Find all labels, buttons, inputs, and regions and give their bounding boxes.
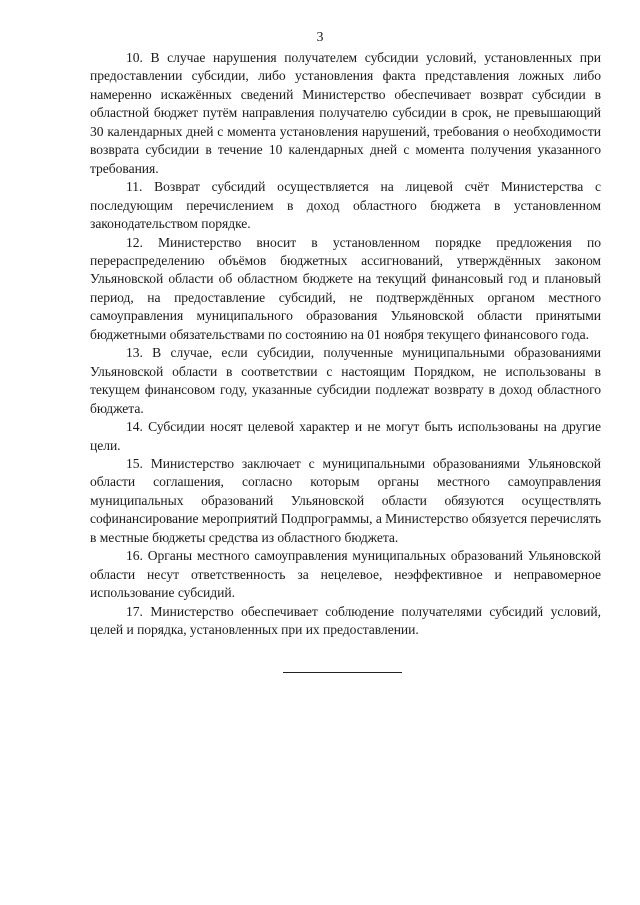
paragraph-17: 17. Министерство обеспечивает соблюдение получателями субсидий условий, целей и порядка, установленных при их предоставлении.	[90, 603, 601, 638]
paragraph-15: 15. Министерство заключает с муниципальными образованиями Ульяновской области соглашения, согласно которым органы местного самоуправления муниципальных образований Ульяновской области обязуются осуществлять софинансирование мероприятий Подпрограммы, а Министерство обязуется перечислять в местные бюджеты средства из областного бюджета.	[90, 455, 601, 545]
page-number: 3	[316, 30, 324, 45]
document-body	[90, 49, 601, 640]
end-divider	[283, 672, 402, 673]
paragraph-14: 14. Субсидии носят целевой характер и не могут быть использованы на другие цели.	[90, 419, 601, 453]
paragraph-10: 10. В случае нарушения получателем субсидии условий, установленных при предоставлении субсидии, либо установления факта представления ложных либо намеренно искажённых сведений Министерство обеспечивает возврат субсидии в областной бюджет путём направления получателю субсидии в срок, не превышающий 30 календарных дней с момента установления нарушений, требования о необходимости возврата субсидии в течение 10 календарных дней с момента получения указанного требования.	[90, 50, 601, 176]
paragraph-13: 13. В случае, если субсидии, полученные муниципальными образованиями Ульяновской области в соответствии с настоящим Порядком, не использованы в текущем финансовом году, указанные субсидии подлежат возврату в доход областного бюджета.	[90, 345, 601, 416]
paragraph-11: 11. Возврат субсидий осуществляется на лицевой счёт Министерства с последующим перечислением в доход областного бюджета в установленном законодательством порядке.	[90, 179, 601, 232]
paragraph-12: 12. Министерство вносит в установленном порядке предложения по перераспределению объёмов бюджетных ассигнований, утверждённых законом Ульяновской области об областном бюджете на текущий финансовый год и плановый период, на предоставление субсидий, не подтверждённых органом местного самоуправления муниципального образования Ульяновской области принятыми бюджетными обязательствами по состоянию на 01 ноября текущего финансового года.	[90, 234, 601, 342]
paragraph-16: 16. Органы местного самоуправления муниципальных образований Ульяновской области несут ответственность за нецелевое, неэффективное и неправомерное использование субсидий.	[90, 548, 601, 601]
